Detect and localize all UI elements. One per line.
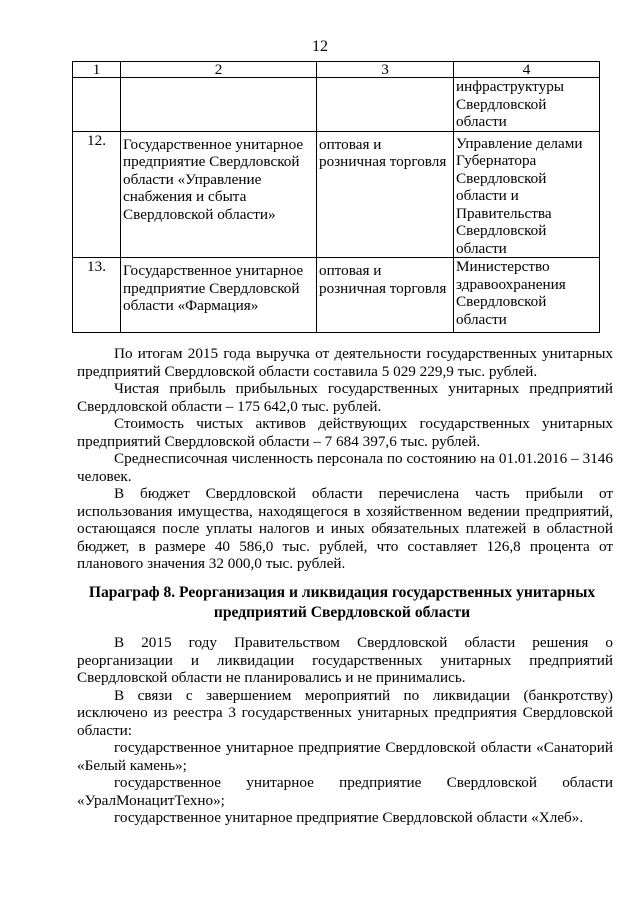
enterprise-name: Государственное унитарное предприятие Свердловской области «Управление снабжения и сбыта Свердловской области» (121, 131, 317, 258)
paragraph: В бюджет Свердловской области перечислена часть прибыли от использования имущества, находящегося в хозяйственном ведении предприятий, остающаяся после уплаты налогов и иных обязательных платежей в областной бюджет, в размере 40 586,0 тыс. рублей, что составляет 126,8 процента от планового значения 32 000,0 тыс. рублей. (77, 485, 613, 572)
enterprise-name (121, 78, 317, 132)
row-number: 12. (73, 131, 121, 258)
table-header-row (73, 62, 600, 78)
row-number: 13. (73, 258, 121, 333)
supervising-body: Управление делами Губернатора Свердловской области и Правительства Свердловской области (454, 131, 600, 258)
enterprise-name: Государственное унитарное предприятие Свердловской области «Фармация» (121, 258, 317, 333)
row-number (73, 78, 121, 132)
enterprise-table (72, 61, 600, 333)
activity-type: оптовая и розничная торговля (317, 131, 454, 258)
supervising-body: инфраструктуры Свердловской области (454, 78, 600, 132)
activity-type: оптовая и розничная торговля (317, 258, 454, 333)
reorganization-text (77, 634, 613, 827)
table-header-cell: 3 (317, 62, 454, 78)
list-item: государственное унитарное предприятие Свердловской области «Хлеб». (114, 809, 584, 826)
table-row (73, 131, 600, 258)
page-number: 12 (312, 38, 328, 55)
section-heading: Параграф 8. Реорганизация и ликвидация государственных унитарных предприятий Свердловской области (88, 584, 596, 621)
table-header-cell: 2 (121, 62, 317, 78)
table-header-cell: 4 (454, 62, 600, 78)
list-item: государственное унитарное предприятие Свердловской области «УралМонацитТехно»; (77, 774, 613, 809)
activity-type (317, 78, 454, 132)
paragraph: Стоимость чистых активов действующих государственных унитарных предприятий Свердловской области – 7 684 397,6 тыс. рублей. (77, 415, 613, 450)
paragraph: Среднесписочная численность персонала по состоянию на 01.01.2016 – 3146 человек. (77, 450, 613, 485)
results-text (77, 345, 613, 573)
paragraph: Чистая прибыль прибыльных государственных унитарных предприятий Свердловской области – 175 642,0 тыс. рублей. (77, 380, 613, 415)
list-item: государственное унитарное предприятие Свердловской области «Санаторий «Белый камень»; (77, 739, 613, 774)
paragraph: В 2015 году Правительством Свердловской области решения о реорганизации и ликвидации государственных унитарных предприятий Свердловской области не планировались и не принимались. (77, 634, 613, 686)
paragraph: По итогам 2015 года выручка от деятельности государственных унитарных предприятий Свердловской области составила 5 029 229,9 тыс. рублей. (77, 345, 613, 380)
table-row (73, 258, 600, 333)
paragraph: В связи с завершением мероприятий по ликвидации (банкротству) исключено из реестра 3 государственных унитарных предприятия Свердловской области: (77, 686, 613, 739)
table-header-cell: 1 (73, 62, 121, 78)
table-row (73, 78, 600, 132)
supervising-body: Министерство здравоохранения Свердловской области (454, 258, 600, 333)
